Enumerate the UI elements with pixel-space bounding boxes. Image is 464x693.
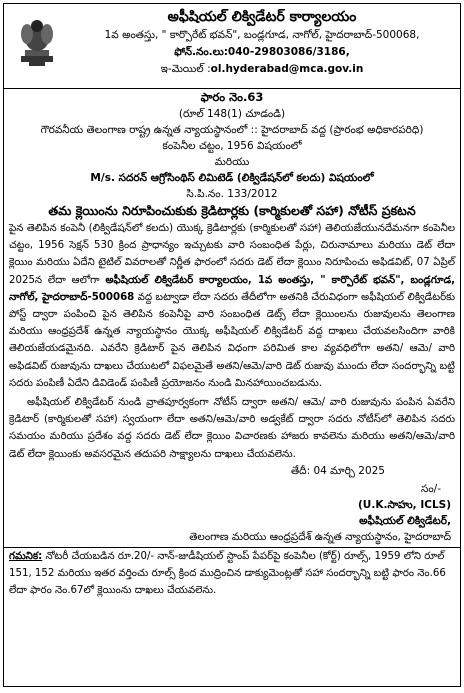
signature-sd: సం/-: [420, 482, 441, 495]
court-line: గౌరవనీయ తెలంగాణ రాష్ట్ర ఉన్నత న్యాయస్థానంలో :: హైదరాబాద్ వద్ద (ప్రారంభ అధికారపరిధి): [40, 124, 424, 136]
notice-page: [3, 3, 461, 687]
office-email-line: [69, 61, 455, 78]
signature-block: [9, 481, 455, 545]
office-address: 1వ అంతస్తు, " కార్పొరేట్ భవన్", బండ్లగూడ, నాగోల్, హైదరాబాద్-500068,: [104, 29, 420, 41]
office-phone: ఫోన్.నం.లు:040-29803086/3186,: [174, 46, 350, 58]
act-line: కంపెనీల చట్టం, 1956 విషయంలో: [162, 140, 302, 152]
note-label: గమనిక:: [9, 550, 43, 562]
notice-date: తేదీ: 04 మార్చి 2025: [291, 464, 385, 477]
note-text: నోటరీ చేయబడిన రూ.20/- నాన్-జుడీషియల్ స్టాంప్ పేపర్‌పై కంపెనీల (కోర్ట్) రూల్స్, 1959 లోని రూల్ 151, 152 మరియు ఇతర వర్తించు రూల్స్ క్రింద ముద్రించిన డాక్యుమెంట్లతో సహా సందర్భాన్ని బట్టి ఫారం నెం.66 లేదా ఫారం నెం.67లో క్లెయిం‌ను దాఖలు చేయవలెను.: [9, 550, 446, 597]
petition-number: సి.పి.నం. 133/2012: [186, 188, 278, 200]
p1-rest: వద్ద బట్వాడా లేదా సదరు తేదీలోగా అతనికి చేరువిధంగా అఫీషియల్ లిక్విడేటర్‌కు పోస్ట్ ద్వారా పంపించి పైన తెలిపిన కంపెనీపై వారి సంబంధిత డెట్స్ లేదా క్లెయిం‌లను రుజువులను తెలంగాణ మరియు ఆంధ్రప్రదేశ్ ఉన్నత న్యాయస్థానం యొక్క అఫీషియల్ లిక్విడేటర్ వద్ద దాఖలు చేయవలసిందిగా వారికి తెలియజేయడమైనది. ఎవరేని క్రెడిటార్ పైన తెలిపిన విధంగా పరిమిత కాల వ్యవధిలోగా అతని/ ఆమె/ వారి అఫిడవిట్ రుజువును దాఖలు చేయుటలో విఫలమైతే అతని/ఆమె/వారి డెట్ రుజువు ముందు లేదా సందర్భాన్ని బట్టి సదరు పంపిణీ ఏదేని డివిడెండ్ పంపిణీ ప్రయోజనం నుండి మినహాయించబడును.: [9, 291, 455, 389]
p1-text: పైన తెలిపిన కంపెనీ (లిక్విడేషన్‌లో కలదు) యొక్క క్రెడిటార్లకు (కార్మికులతో సహా) తెలియజేయునదేమనగా కంపెనీల చట్టం, 1956 సెక్షన్ 530 క్రింద ప్రాధాన్యం ఇచ్చుటకు వారి సంబంధిత పేర్లు, చిరునామాలు మరియు డెట్ లేదా క్లెయిం మరియు ఏదేని టైటిల్ వివరాలతో నిర్ణీత ఫారంలో సదరు డెట్ లేదా క్లెయిం నిరూపించు అఫిడవిట్, 07 ఏప్రిల్ 2025న లేదా ఆలోగా: [9, 223, 455, 286]
p1-office-address: అఫీషియల్ లిక్విడేటర్ కార్యాలయం, 1వ అంతస్తు, " కార్పొరేట్ భవన్", బండ్లగూడ, నాగోల్, హైదరాబాద్-500068: [9, 274, 455, 303]
header: [9, 8, 455, 86]
rule-reference: (రూల్ 148(1) చూడండి): [178, 108, 286, 120]
notice-title: తమ క్లెయిం‌ను నిరూపించుకుకు క్రెడిటార్లకు (కార్మికులతో సహా) నోటీస్ ప్రకటన: [48, 203, 416, 218]
signatory-court: తెలంగాణ మరియు ఆంధ్రప్రదేశ్ ఉన్నత న్యాయస్థానం, హైదరాబాద్: [189, 530, 451, 543]
and-line: మరియు: [214, 156, 250, 168]
note: [9, 548, 455, 600]
body-paragraph-1: [9, 220, 455, 392]
office-title: అఫీషియల్ లిక్విడేటర్ కార్యాలయం: [167, 9, 357, 25]
body-paragraph-2: అఫీషియల్ లిక్విడేటర్ నుండి వ్రాతపూర్వకంగా నోటీస్ ద్వారా అతని/ ఆమె/ వారి రుజువును పంపిన ఏవరేని క్రెడిటార్ (కార్మికులతో సహా) స్వయంగా లేదా అతని/ఆమె/వారి అడ్వకేట్ ద్వారా సదరు నోటీస్‌లో తెలిపిన సదరు సమయం మరియు ప్రదేశం వద్ద సదరు డెట్ లేదా క్లెయిం విచారణకు హాజరు కావలెను మరియు అతని/ఆమె/వారి డెట్ లేదా క్లెయిం‌కు అవసరమైన తదుపరి సాక్ష్యాలను దాఖలు చేయవలెను.: [9, 397, 455, 460]
email-label: ఇ-మెయిల్ :: [160, 63, 211, 75]
company-line: M/s. సదరన్ ఆగ్రోసింథిస్ లిమిటెడ్ (లిక్విడేషన్‌లో కలదు) విషయంలో: [90, 172, 374, 184]
email-address: ol.hyderabad@mca.gov.in: [210, 63, 364, 75]
form-number: ఫారం నెం.63: [200, 90, 264, 104]
signatory-designation: అఫీషియల్ లిక్విడేటర్,: [359, 514, 451, 527]
signatory-name: (U.K.సాహు, ICLS): [358, 498, 451, 511]
national-emblem-icon: [15, 12, 59, 68]
